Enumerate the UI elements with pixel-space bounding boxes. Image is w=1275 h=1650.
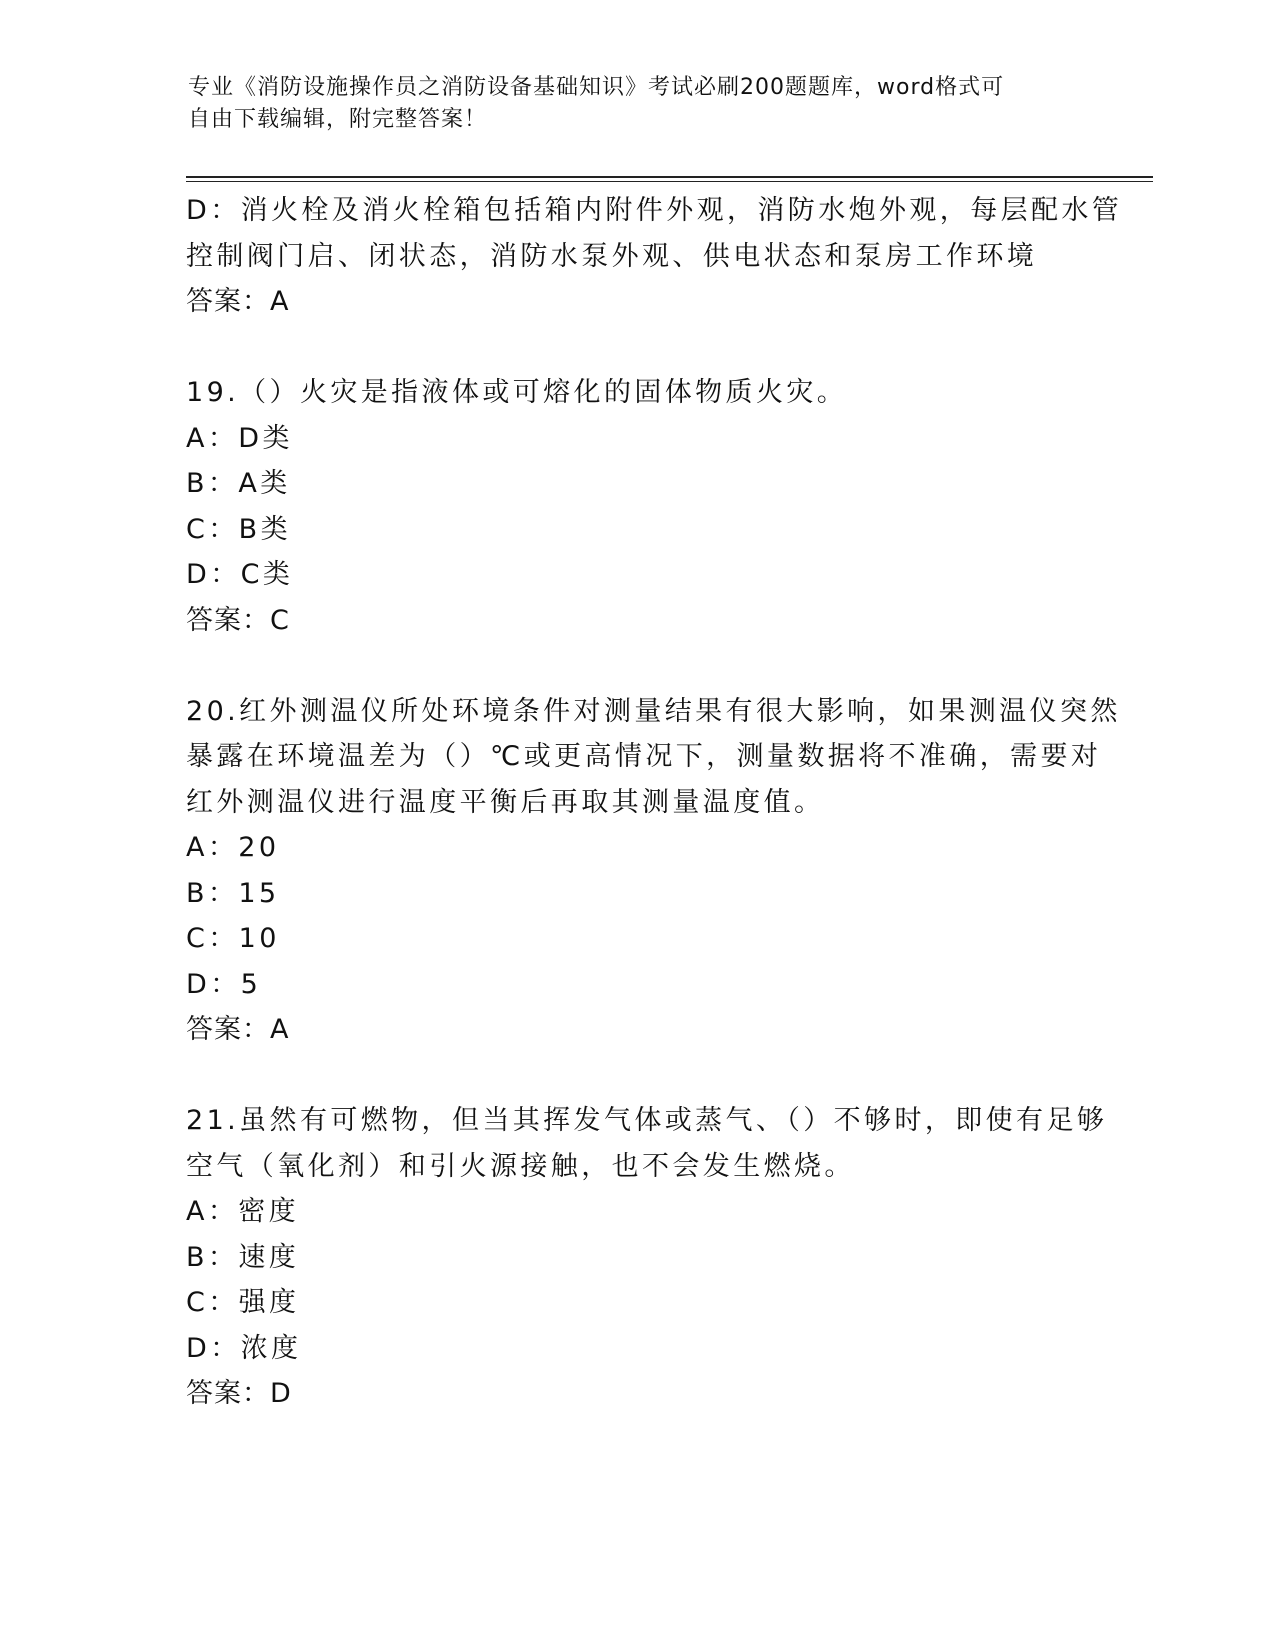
answer-line: 答案：C	[186, 604, 290, 636]
answer-line: 答案：A	[186, 1014, 290, 1045]
option-line: A：20	[186, 832, 280, 863]
question-text-line: 20.红外测温仪所处环境条件对测量结果有很大影响，如果测温仪突然	[186, 695, 1121, 727]
header-line-1: 专业《消防设施操作员之消防设备基础知识》考试必刷200题题库，word格式可	[188, 75, 1005, 100]
option-line: A：密度	[186, 1196, 300, 1227]
document-header	[188, 72, 1088, 136]
question-block	[186, 370, 1086, 643]
header-divider-thick	[186, 176, 1153, 178]
question-text-line: 红外测温仪进行温度平衡后再取其测量温度值。	[186, 786, 825, 818]
option-line: C：B类	[186, 513, 291, 545]
question-block	[186, 188, 1123, 325]
question-block	[186, 689, 1121, 1053]
question-text-line: 空气（氧化剂）和引火源接触，也不会发生燃烧。	[186, 1150, 855, 1182]
option-line: B：15	[186, 877, 280, 909]
header-divider-thin	[186, 181, 1153, 182]
option-line: C：强度	[186, 1287, 300, 1318]
spacer	[186, 1053, 1086, 1099]
question-block	[186, 1098, 1108, 1417]
option-line: D：5	[186, 968, 262, 1000]
answer-line: 答案：D	[186, 1378, 292, 1409]
question-text-line: 19.（）火灾是指液体或可熔化的固体物质火灾。	[186, 377, 848, 408]
option-line: C：10	[186, 923, 280, 954]
option-line: D：C类	[186, 559, 294, 590]
spacer	[186, 643, 1086, 689]
header-line-2: 自由下载编辑，附完整答案！	[188, 107, 488, 132]
answer-line: 答案：A	[186, 286, 290, 317]
option-line: A：D类	[186, 422, 293, 454]
question-text-line: D：消火栓及消火栓箱包括箱内附件外观，消防水炮外观，每层配水管	[186, 195, 1123, 226]
question-text-line: 21.虽然有可燃物，但当其挥发气体或蒸气、（）不够时，即使有足够	[186, 1105, 1108, 1136]
question-list	[186, 188, 1123, 1417]
question-text-line: 控制阀门启、闭状态，消防水泵外观、供电状态和泵房工作环境	[186, 240, 1038, 272]
option-line: D：浓度	[186, 1332, 302, 1364]
option-line: B：速度	[186, 1241, 300, 1273]
question-text-line: 暴露在环境温差为（）℃或更高情况下，测量数据将不准确，需要对	[186, 741, 1102, 772]
option-line: B：A类	[186, 468, 291, 499]
spacer	[186, 325, 1086, 371]
